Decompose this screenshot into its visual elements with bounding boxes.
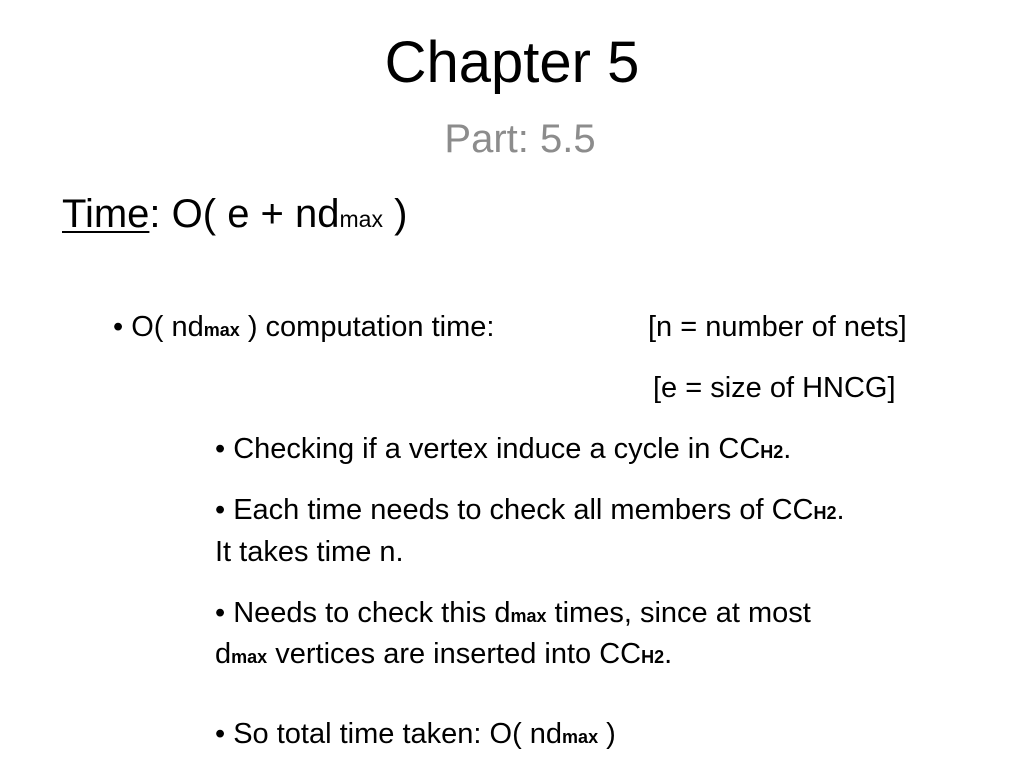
time-expr-post: ) bbox=[382, 192, 408, 236]
b2-sub: H2 bbox=[813, 503, 837, 523]
slide-title: Chapter 5 bbox=[384, 30, 640, 95]
b2-pre: • Each time needs to check all members of CC bbox=[215, 494, 814, 526]
b2-post: . bbox=[836, 494, 845, 526]
b1-sub: H2 bbox=[760, 442, 784, 462]
b4-post: ) bbox=[598, 718, 616, 750]
time-colon: : bbox=[149, 192, 161, 236]
b4-pre: • So total time taken: O( nd bbox=[215, 718, 563, 750]
sub-bullet-needs-to-check-line2 bbox=[215, 634, 672, 677]
b3-post: times, since at most bbox=[546, 597, 811, 629]
bullet1-pre: • O( nd bbox=[113, 311, 204, 343]
sub-bullet-total-time bbox=[215, 714, 616, 757]
sub-bullet-each-time-line2: It takes time n. bbox=[215, 536, 404, 568]
b3-l2-mid: vertices are inserted into CC bbox=[267, 638, 642, 670]
bullet-computation-time bbox=[113, 307, 494, 350]
b3-pre: • Needs to check this d bbox=[215, 597, 511, 629]
slide-subtitle: Part: 5.5 bbox=[444, 117, 596, 161]
b3-l2-pre: d bbox=[215, 638, 232, 670]
time-expr-sub: max bbox=[339, 206, 383, 232]
b3-sub: max bbox=[510, 606, 547, 626]
b4-sub: max bbox=[562, 727, 599, 747]
time-heading bbox=[62, 188, 407, 245]
b3-l2-sub2: H2 bbox=[641, 647, 665, 667]
time-label: Time bbox=[62, 192, 150, 236]
time-expr-pre: O( e + nd bbox=[160, 192, 340, 236]
b3-l2-sub: max bbox=[231, 647, 268, 667]
b1-post: . bbox=[783, 433, 792, 465]
note-e: [e = size of HNCG] bbox=[653, 372, 896, 404]
sub-bullet-needs-to-check bbox=[215, 593, 811, 636]
bullet1-sub: max bbox=[203, 320, 240, 340]
sub-bullet-each-time bbox=[215, 490, 845, 533]
b3-l2-post: . bbox=[664, 638, 673, 670]
sub-bullet-checking bbox=[215, 429, 791, 472]
bullet1-post: ) computation time: bbox=[239, 311, 495, 343]
note-n: [n = number of nets] bbox=[648, 311, 907, 343]
b1-pre: • Checking if a vertex induce a cycle in CC bbox=[215, 433, 761, 465]
